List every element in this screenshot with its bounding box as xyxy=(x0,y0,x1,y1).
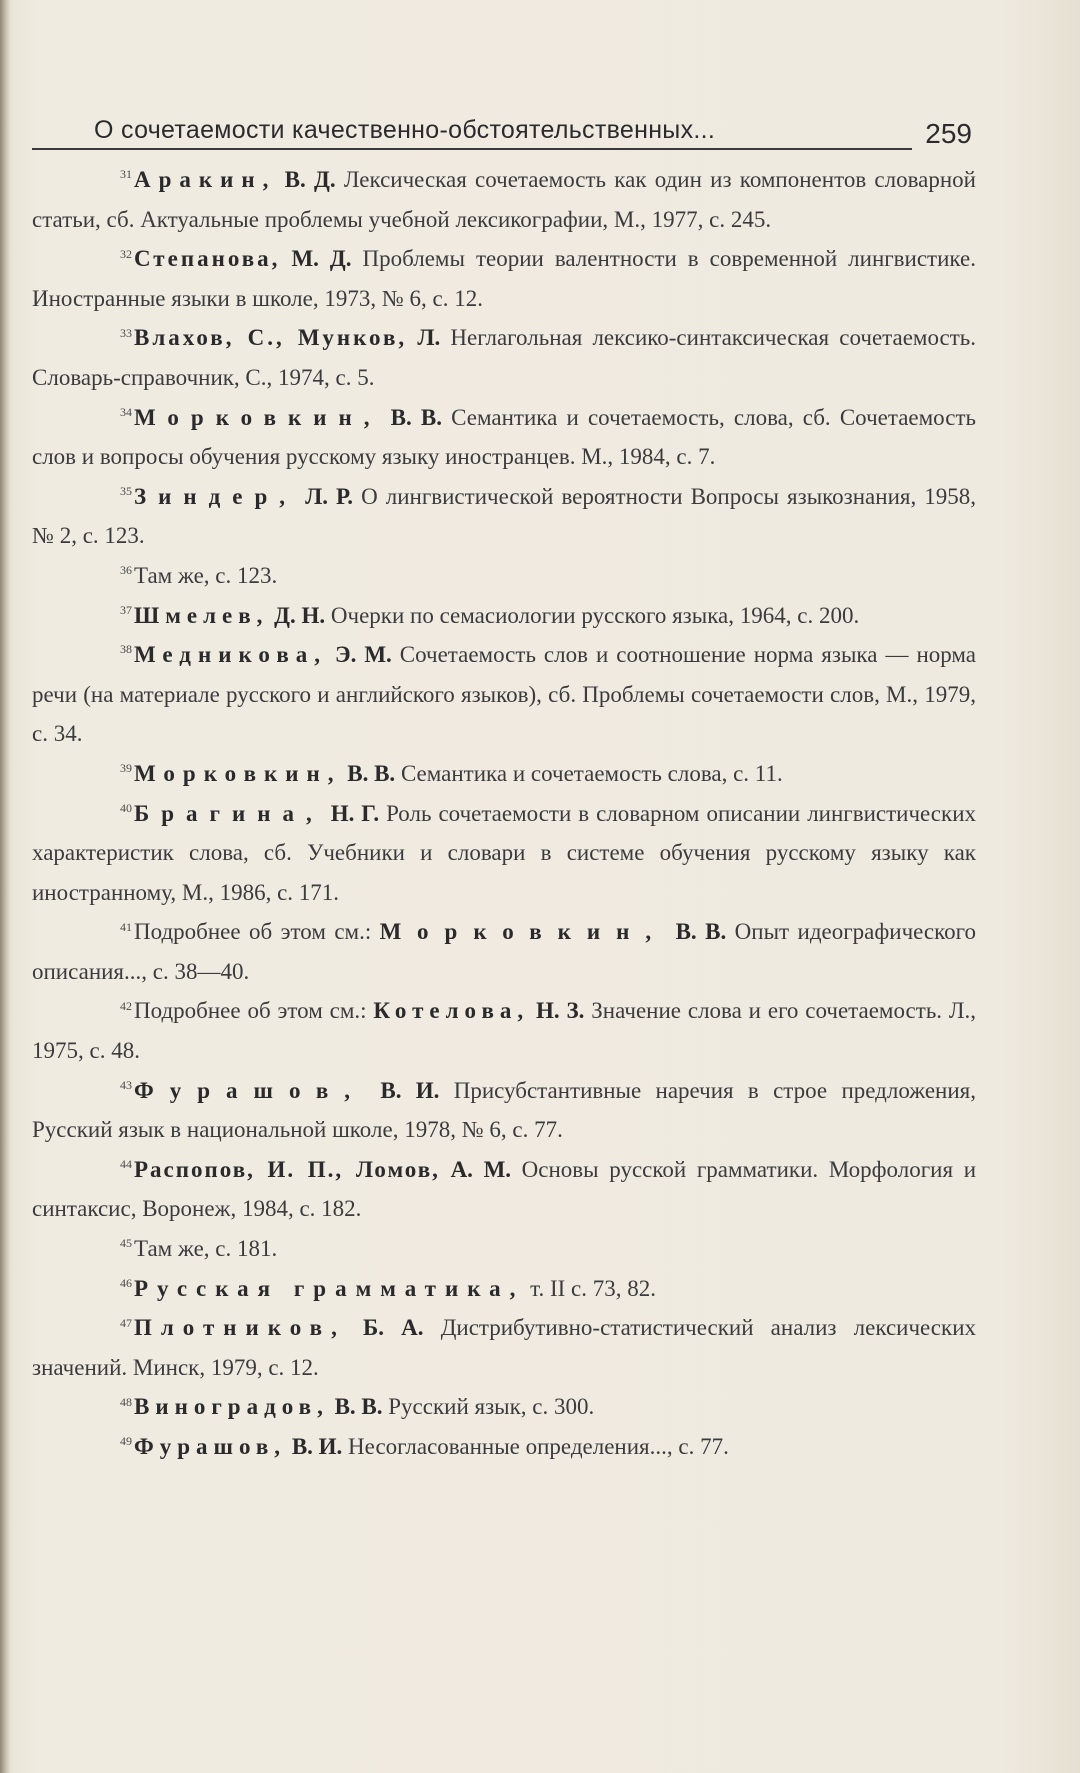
footnote-number: 41 xyxy=(120,919,132,934)
footnote-38 xyxy=(32,635,976,754)
footnote-number: 33 xyxy=(120,325,132,340)
footnote-initials: В. В. xyxy=(390,404,443,430)
footnote-number: 49 xyxy=(120,1434,132,1449)
running-title: О сочетаемости качественно-обстоятельственных... xyxy=(94,116,716,144)
running-header xyxy=(32,108,972,152)
footnotes-list xyxy=(32,160,976,1467)
footnote-text: т. II с. 73, 82. xyxy=(524,1275,656,1301)
footnote-40 xyxy=(32,794,976,913)
footnote-text: Роль сочетаемости в словарном описании лингвистических характеристик слова, сб. Учебники и словари в системе обучения русскому языку как иностранному, М., 1986, с. 171. xyxy=(32,800,977,905)
footnote-48 xyxy=(32,1387,976,1427)
footnote-author: Виноградов, xyxy=(134,1394,329,1420)
footnote-text: Там же, с. 181. xyxy=(134,1236,278,1262)
footnote-number: 44 xyxy=(120,1157,132,1172)
footnote-35 xyxy=(32,477,976,556)
footnote-text: Лексическая сочетаемость как один из компонентов словарной статьи, сб. Актуальные проблемы учебной лексикографии, М., 1977, с. 245. xyxy=(32,167,976,232)
footnote-number: 37 xyxy=(120,602,132,617)
footnote-text: Основы русской грамматики. Морфология и синтаксис, Воронеж, 1984, с. 182. xyxy=(32,1156,976,1222)
footnote-number: 35 xyxy=(120,484,132,499)
footnote-author: Русская грамматика, xyxy=(134,1275,525,1301)
footnote-author: Аракин, xyxy=(134,167,277,192)
footnote-author: Плотников, xyxy=(134,1315,346,1341)
footnote-initials: Б. А. xyxy=(363,1315,424,1341)
footnote-text: Несогласованные определения..., с. 77. xyxy=(342,1434,729,1459)
footnote-37 xyxy=(32,596,976,636)
footnote-prefix: Подробнее об этом см.: xyxy=(134,998,374,1024)
page-number: 259 xyxy=(925,118,972,149)
footnote-text: О лингвистической вероятности Вопросы языкознания, 1958, № 2, с. 123. xyxy=(32,483,977,549)
footnote-initials: В. В. xyxy=(334,1394,383,1420)
footnote-text: Очерки по семасиологии русского языка, 1964, с. 200. xyxy=(325,602,860,628)
footnote-author: Зиндер, xyxy=(134,483,298,509)
footnote-number: 39 xyxy=(120,761,132,776)
footnote-text: Опыт идеографического описания..., с. 38—40. xyxy=(32,919,977,984)
footnote-number: 47 xyxy=(120,1315,132,1330)
footnote-text: Значение слова и его сочетаемость. Л., 1975, с. 48. xyxy=(32,998,977,1064)
footnote-initials: В. И. xyxy=(291,1434,343,1459)
footnote-initials: Л. xyxy=(417,325,441,351)
footnote-initials: В. В. xyxy=(347,760,396,786)
footnote-author: Морковкин, xyxy=(379,919,668,945)
footnote-initials: Л. Р. xyxy=(305,483,353,509)
spine-shadow xyxy=(0,0,10,1773)
footnote-prefix: Подробнее об этом см.: xyxy=(134,919,380,945)
footnote-text: Русский язык, с. 300. xyxy=(382,1394,595,1420)
footnote-initials: Д. Н. xyxy=(274,602,326,628)
footnote-author: Распопов, И. П., Ломов, xyxy=(134,1156,440,1182)
footnote-initials: А. М. xyxy=(450,1156,512,1182)
header-rule xyxy=(32,148,912,150)
footnote-number: 31 xyxy=(120,167,132,182)
footnote-36 xyxy=(32,556,976,596)
footnote-initials: В. Д. xyxy=(284,167,336,192)
footnote-47 xyxy=(32,1308,976,1387)
footnote-text: Неглагольная лексико-синтаксическая сочетаемость. Словарь-справочник, С., 1974, с. 5. xyxy=(32,325,977,390)
footnote-31 xyxy=(32,160,976,239)
footnote-initials: В. И. xyxy=(380,1077,440,1103)
footnote-text: Проблемы теории валентности в современной лингвистике. Иностранные языки в школе, 1973, № 6, с. 12. xyxy=(32,246,976,311)
footnote-author: Фурашов, xyxy=(134,1434,287,1459)
footnote-author: Морковкин, xyxy=(134,760,342,786)
footnote-initials: М. Д. xyxy=(291,246,352,272)
footnote-initials: В. В. xyxy=(675,919,727,945)
footnote-39 xyxy=(32,754,976,794)
footnote-initials: Э. М. xyxy=(335,642,392,668)
footnote-46 xyxy=(32,1269,976,1309)
footnote-number: 36 xyxy=(120,563,132,578)
footnote-author: Брагина, xyxy=(134,800,324,826)
footnote-number: 45 xyxy=(120,1236,132,1251)
footnote-34 xyxy=(32,398,976,477)
footnote-author: Котелова, xyxy=(373,998,530,1024)
footnote-43 xyxy=(32,1071,976,1150)
footnote-author: Морковкин, xyxy=(134,404,382,430)
footnote-text: Дистрибутивно-статистический анализ лексических значений. Минск, 1979, с. 12. xyxy=(32,1315,977,1380)
footnote-45 xyxy=(32,1229,976,1269)
footnote-text: Семантика и сочетаемость слова, с. 11. xyxy=(395,760,783,786)
footnote-author: Медникова, xyxy=(134,642,327,668)
footnote-number: 32 xyxy=(120,246,132,261)
footnote-author: Степанова, xyxy=(134,246,281,272)
footnote-text: Присубстантивные наречия в строе предложения, Русский язык в национальной школе, 1978, № 6, с. 77. xyxy=(32,1077,977,1143)
footnote-author: Влахов, С., Мунков, xyxy=(134,325,408,351)
footnote-number: 42 xyxy=(120,998,132,1013)
footnote-49 xyxy=(32,1427,976,1467)
footnote-32 xyxy=(32,239,976,318)
footnote-text: Семантика и сочетаемость, слова, сб. Сочетаемость слов и вопросы обучения русскому языку иностранцев. М., 1984, с. 7. xyxy=(32,404,976,470)
footnote-text: Сочетаемость слов и соотношение норма языка — норма речи (на материале русского и английского языков), сб. Проблемы сочетаемости слов, М., 1979, с. 34. xyxy=(32,642,977,747)
footnote-33 xyxy=(32,318,976,397)
footnote-author: Шмелев, xyxy=(134,602,269,628)
footnote-number: 38 xyxy=(120,642,132,657)
footnote-number: 40 xyxy=(120,800,132,815)
footnote-44 xyxy=(32,1150,976,1229)
footnote-initials: Н. З. xyxy=(536,998,585,1024)
footnote-number: 46 xyxy=(120,1275,132,1290)
footnote-number: 34 xyxy=(120,404,132,419)
footnote-initials: Н. Г. xyxy=(330,800,380,826)
footnote-41 xyxy=(32,912,976,991)
footnote-number: 48 xyxy=(120,1394,132,1409)
footnote-text: Там же, с. 123. xyxy=(134,562,278,588)
footnote-number: 43 xyxy=(120,1078,132,1092)
footnote-42 xyxy=(32,991,976,1070)
footnote-author: Фурашов, xyxy=(134,1077,367,1103)
